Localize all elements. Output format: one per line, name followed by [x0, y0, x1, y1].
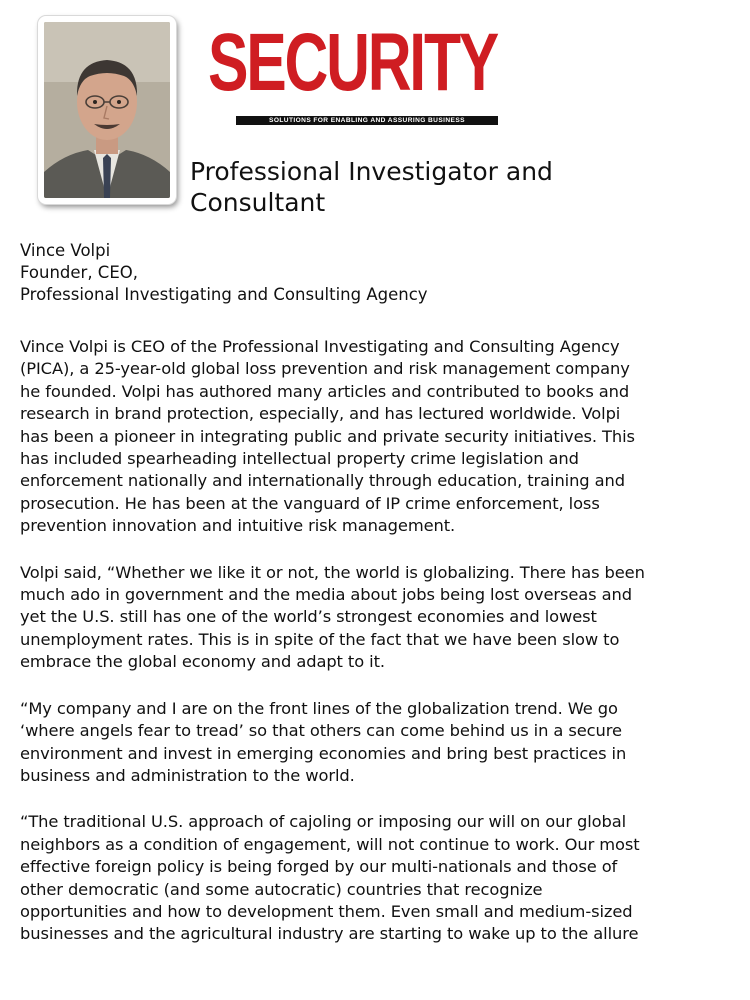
logo-wordmark: SECURITY [208, 17, 498, 108]
portrait-illustration [44, 22, 170, 198]
body-paragraph: Vince Volpi is CEO of the Professional Investigating and Consulting Agency (PICA), a 25-year-old global loss prevention and risk management company he founded. Volpi has authored many articles and contributed to books and research in brand protection, especially, and has lectured worldwide. Volpi has been a pioneer in integrating public and private security initiatives. This has included spearheading intellectual property crime legislation and enforcement nationally and internationally through education, training and prosecution. He has been at the vanguard of IP crime enforcement, loss prevention innovation and intuitive risk management. [20, 337, 635, 536]
body-paragraph: “My company and I are on the front lines of the globalization trend. We go ‘where angels fear to tread’ so that others can come behind us in a secure environment and invest in emerging economies and bring best practices in business and administration to the world. [20, 698, 627, 785]
byline-title: Founder, CEO, [20, 263, 138, 282]
body-paragraph: “The traditional U.S. approach of cajoling or imposing our will on our global neighbors as a condition of engagement, will not continue to work. Our most effective foreign policy is being forged by our multi-nationals and those of other democratic (and some autocratic) countries that recognize opportunities and how to development them. Even small and medium-sized businesses and the agricultural industry are starting to wake up to the allure [20, 812, 640, 944]
security-magazine-logo [208, 17, 498, 124]
portrait-photo [38, 16, 176, 204]
body-paragraph: Volpi said, “Whether we like it or not, the world is globalizing. There has been much ado in government and the media about jobs being lost overseas and yet the U.S. still has one of the world’s strongest economies and lowest unemployment rates. This is in spite of the fact that we have been slow to embrace the global economy and adapt to it. [20, 562, 645, 672]
byline-organization: Professional Investigating and Consulting Agency [20, 285, 428, 304]
byline-name: Vince Volpi [20, 241, 111, 260]
article-body [20, 336, 720, 970]
page-title: Professional Investigator and Consultant [190, 157, 553, 217]
byline [20, 240, 710, 306]
logo-tagline: SOLUTIONS FOR ENABLING AND ASSURING BUSINESS [236, 116, 498, 125]
